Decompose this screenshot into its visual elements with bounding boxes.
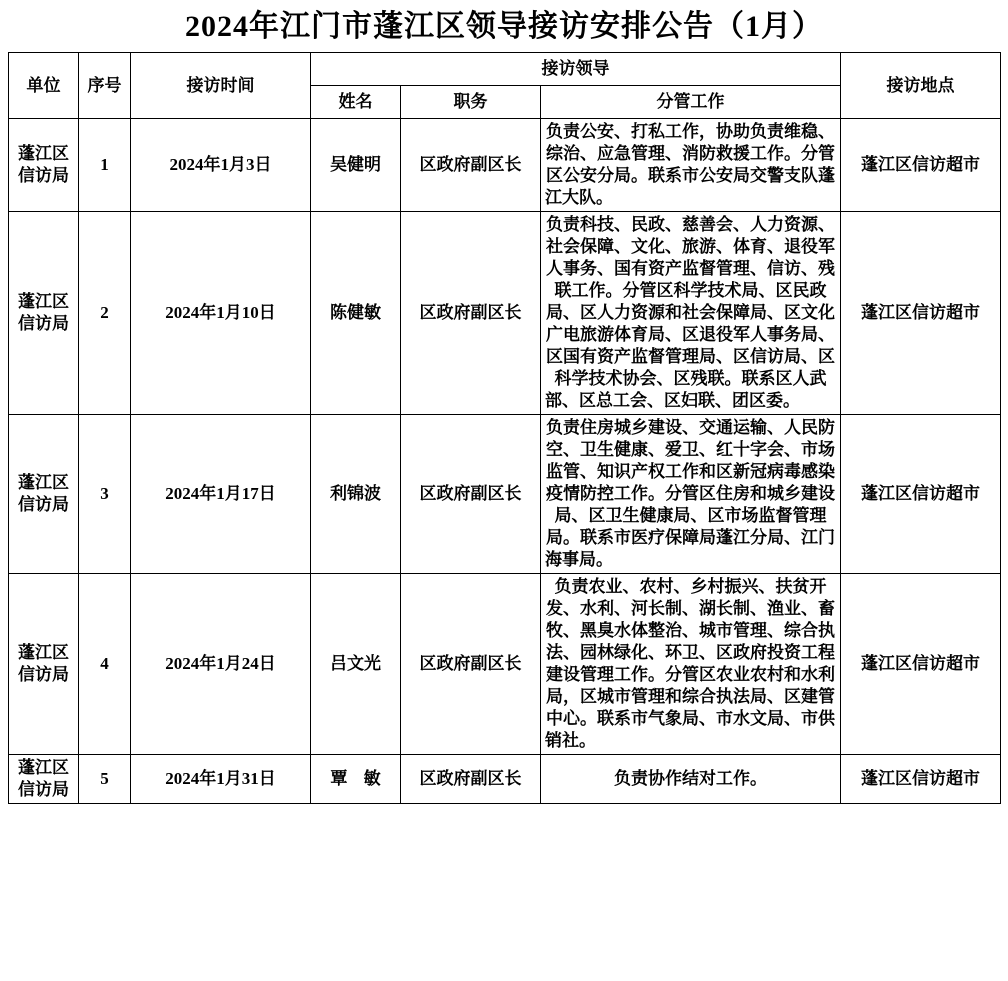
column-header-place: 接访地点: [841, 53, 1001, 119]
cell-seq: 2: [79, 212, 131, 415]
cell-place: 蓬江区信访超市: [841, 574, 1001, 755]
cell-place: 蓬江区信访超市: [841, 119, 1001, 212]
table-row: [9, 574, 1001, 755]
cell-post: 区政府副区长: [401, 755, 541, 804]
cell-duty: 负责公安、打私工作，协助负责维稳、综治、应急管理、消防救援工作。分管区公安分局。联系市公安局交警支队蓬江大队。: [541, 119, 841, 212]
cell-duty: 负责住房城乡建设、交通运输、人民防空、卫生健康、爱卫、红十字会、市场监管、知识产权工作和区新冠病毒感染疫情防控工作。分管区住房和城乡建设局、区卫生健康局、区市场监督管理局。联系市医疗保障局蓬江分局、江门海事局。: [541, 415, 841, 574]
column-header-name: 姓名: [311, 86, 401, 119]
cell-seq: 1: [79, 119, 131, 212]
cell-unit: 蓬江区信访局: [9, 415, 79, 574]
cell-unit: 蓬江区信访局: [9, 755, 79, 804]
cell-unit: 蓬江区信访局: [9, 212, 79, 415]
cell-place: 蓬江区信访超市: [841, 755, 1001, 804]
table-body: [9, 119, 1001, 804]
cell-seq: 5: [79, 755, 131, 804]
cell-duty: 负责科技、民政、慈善会、人力资源、社会保障、文化、旅游、体育、退役军人事务、国有资产监督管理、信访、残联工作。分管区科学技术局、区民政局、区人力资源和社会保障局、区文化广电旅游体育局、区退役军人事务局、区国有资产监督管理局、区信访局、区科学技术协会、区残联。联系区人武部、区总工会、区妇联、团区委。: [541, 212, 841, 415]
cell-unit: 蓬江区信访局: [9, 574, 79, 755]
column-header-time: 接访时间: [131, 53, 311, 119]
table-row: [9, 755, 1001, 804]
cell-post: 区政府副区长: [401, 574, 541, 755]
table-row: [9, 212, 1001, 415]
cell-unit: 蓬江区信访局: [9, 119, 79, 212]
column-header-seq: 序号: [79, 53, 131, 119]
cell-time: 2024年1月31日: [131, 755, 311, 804]
column-header-duty: 分管工作: [541, 86, 841, 119]
cell-name: 覃 敏: [311, 755, 401, 804]
column-header-unit: 单位: [9, 53, 79, 119]
table-header-row-1: [9, 53, 1001, 86]
column-header-post: 职务: [401, 86, 541, 119]
cell-duty: 负责农业、农村、乡村振兴、扶贫开发、水利、河长制、湖长制、渔业、畜牧、黑臭水体整治、城市管理、综合执法、园林绿化、环卫、区政府投资工程建设管理工作。分管区农业农村和水利局，区城市管理和综合执法局、区建管中心。联系市气象局、市水文局、市供销社。: [541, 574, 841, 755]
cell-name: 利锦波: [311, 415, 401, 574]
cell-name: 陈健敏: [311, 212, 401, 415]
cell-post: 区政府副区长: [401, 212, 541, 415]
cell-time: 2024年1月17日: [131, 415, 311, 574]
cell-duty: 负责协作结对工作。: [541, 755, 841, 804]
page-title: 2024年江门市蓬江区领导接访安排公告（1月）: [185, 10, 823, 43]
cell-name: 吕文光: [311, 574, 401, 755]
cell-time: 2024年1月24日: [131, 574, 311, 755]
cell-time: 2024年1月3日: [131, 119, 311, 212]
cell-seq: 3: [79, 415, 131, 574]
cell-place: 蓬江区信访超市: [841, 415, 1001, 574]
cell-post: 区政府副区长: [401, 415, 541, 574]
table-row: [9, 415, 1001, 574]
cell-time: 2024年1月10日: [131, 212, 311, 415]
table-row: [9, 119, 1001, 212]
table-header: [9, 53, 1001, 119]
cell-post: 区政府副区长: [401, 119, 541, 212]
column-header-leader-group: 接访领导: [311, 53, 841, 86]
cell-name: 吴健明: [311, 119, 401, 212]
leader-reception-schedule-table: [8, 52, 1001, 804]
cell-seq: 4: [79, 574, 131, 755]
cell-place: 蓬江区信访超市: [841, 212, 1001, 415]
